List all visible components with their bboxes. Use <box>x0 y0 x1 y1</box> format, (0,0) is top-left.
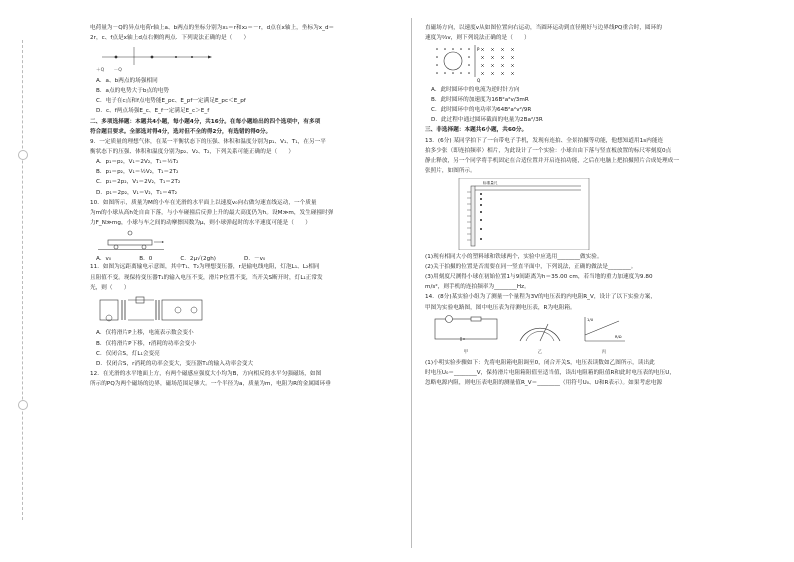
transmission-circuit-figure <box>96 294 396 326</box>
option-c: C．此时圆环中的电功率为64B²a²v²/9R <box>431 107 532 114</box>
option-b: B．0 <box>139 255 153 262</box>
label-q: Q <box>477 77 481 83</box>
question-text: 电荷量为－Q的异点电荷r轴上a、b两点的坐标分别为x₁＝r和x₂＝－r，d点在x轴上，坐标为x_d＝ <box>90 25 335 31</box>
question-text: 9．一定质量的理想气体，在某一平衡状态下的压强、体积和温度分别为p₁、V₁、T₁，在另一平 <box>90 138 326 145</box>
question-text: 直磁场方向，以速度v从如图位置向右运动，当圆环运动到直径刚好与边界线PQ重合时，圆环的 <box>425 25 662 31</box>
figure-label: 甲 <box>463 349 469 355</box>
question-text: 12．在光滑的水平地面上方，有两个磁感应强度大小均为B，方向相反的水平匀强磁场，如图 <box>90 371 322 378</box>
question-text: 光，则（ ） <box>90 284 130 291</box>
options-row <box>90 255 396 264</box>
left-column <box>90 24 396 390</box>
section-heading: 三、非选择题：本题共6小题，共60分。 <box>425 127 528 134</box>
meter-figure-yi <box>515 315 565 356</box>
figure-label: 标准量尺 <box>483 180 498 185</box>
option-d: D．－v₀ <box>244 255 266 262</box>
question-text: 14．(8分)某实验小组为了测量一个量程为3V的电压表的内电阻R_V，设计了以下实验方案， <box>425 294 656 301</box>
question-text: 衡状态下的压强、体积和温度分别为p₂、V₂、T₂，下列关系可能正确的是（ ） <box>90 149 295 156</box>
option-d: D．p₁＝2p₂，V₁＝V₂，T₁＝4T₂ <box>96 189 178 196</box>
question-text: 为m的小球从高h处自由下落，与小车碰撞后反弹上升的最大高度仍为h。设M≫m，发生碰撞时弹 <box>90 209 334 216</box>
option-d: D．此过程中通过圆环截面的电量为2Ba²/3R <box>431 117 543 124</box>
option-c: C．仅闭合S，灯L₁会变亮 <box>96 350 160 357</box>
option-d: D．c、f两点场强E_c、E_f一定满足E_c＞E_f <box>96 108 210 115</box>
figure-label: ＋Q －Q <box>96 67 122 73</box>
axis-figure <box>96 45 396 74</box>
column-divider <box>411 18 412 548</box>
question-text: 10．如图所示，质量为M的小车在光滑的水平面上以速度v₀向右做匀速直线运动，一个质量 <box>90 199 317 206</box>
right-column <box>425 24 735 389</box>
question-text: 2r，c、f点是x轴上d点右侧的两点．下列说法正确的是（ ） <box>90 35 250 42</box>
label-p: P <box>477 46 480 52</box>
option-a: A．v₀ <box>96 255 112 262</box>
binding-line <box>22 40 23 520</box>
option-c: C．2μ√(2gh) <box>180 255 217 262</box>
question-text: 所示的PQ为两个磁场的边界，磁场范围足够大。一个半径为a，质量为m，电阻为R的金属圆环垂 <box>90 381 331 388</box>
question-text: m/s²，则手机的连拍频率为________Hz。 <box>425 284 530 291</box>
option-a: A．此时圆环中的电流为逆时针方向 <box>431 86 520 93</box>
question-text: (3)用刻度尺测得小球在初始位置1与9间距离为h＝35.00 cm，若当地的重力加速度为9.80 <box>425 274 653 281</box>
option-b: B．此时圆环的加速度为16B²a²v/3mR <box>431 96 529 103</box>
binding-hole <box>18 400 28 410</box>
circuit-figure-jia <box>431 315 501 356</box>
figure-label: 乙 <box>537 349 543 355</box>
question-text: 忽略电源内阻，则电压表电阻的测量值R_V＝________（用符号U₀、U和R表示）。如果考虑电源 <box>425 380 663 387</box>
binding-hole <box>18 150 28 160</box>
question-text: 甲图为实验电路图，图中电压表为待测电压表，R为电阻箱。 <box>425 304 576 311</box>
figure-label: 丙 <box>601 349 607 355</box>
question-text: 拍多少张（即连拍频率）相片，为此设计了一个实验：小球自由下落与竖直板放置的标尺零刻度0点 <box>425 147 672 154</box>
question-text: (1)现有相同大小的塑料球和铁球两个，实验中应选用________做实验。 <box>425 253 603 260</box>
option-c: C．p₁＝2p₂，V₁＝2V₂，T₁＝2T₂ <box>96 179 181 186</box>
question-text: 13．(6分) 某同学拍下了一台带电子手机，发现有连拍、全景拍摄等功能，他想知道用1s内能连 <box>425 137 664 144</box>
option-d: D．仅闭合S，r消耗的功率会变大，变压器T₁的输入功率会变大 <box>96 360 254 367</box>
axis-label-x: R/Ω <box>615 335 622 340</box>
question-text: 且阻值不变。现保持变压器T₁的输入电压不变，滑片P位置不变，当开关S断开时，灯L₁正常发 <box>90 274 323 281</box>
question-text: 速度为⅔v，则下列说法正确的是（ ） <box>425 35 530 42</box>
magnetic-field-figure <box>431 45 735 83</box>
question-text: 力F_N≫mg，小球与车之间的动摩擦因数为μ，则小球弹起时的水平速度可能是（ ） <box>90 220 311 227</box>
ruler-photo-figure <box>431 178 735 250</box>
question-text: (1)小明实验步骤如下：先将电阻箱电阻调至0，闭合开关S，电压表读数如乙图所示，读出此 <box>425 359 655 366</box>
option-a: A．a、b两点的场强相同 <box>96 77 158 84</box>
option-a: A．p₁＝p₂，V₁＝2V₂，T₁＝½T₂ <box>96 159 179 166</box>
voltmeter-figures <box>431 315 735 356</box>
axis-label-y: 1/U <box>587 318 594 323</box>
section-heading: 符合题目要求。全部选对得4分，选对但不全的得2分，有选错的得0分。 <box>90 128 272 135</box>
option-b: B．仅将滑片P下移，r消耗的功率会变小 <box>96 340 196 347</box>
question-text: 静止释放，另一个同学将手机固定在合适位置并开启连拍功能，之后在电脑上把拍摄照片合成处理成一 <box>425 157 679 164</box>
option-c: C．电子在c点和f点电势能E_pc、E_pf一定满足E_pc＜E_pf <box>96 98 246 105</box>
question-text: 张照片，如图所示。 <box>425 168 476 175</box>
graph-figure-bing <box>579 315 629 356</box>
question-text: 11．如图为远距离输电示意图，其中T₁、T₂为理想变压器，r是输电线电阻，灯泡L₁、L₂相同 <box>90 264 320 271</box>
option-a: A．仅将滑片P上移，电流表示数会变小 <box>96 330 194 337</box>
question-text: (2)关于拍摄的位置是否需要在同一竖直平面中，下列说法，正确的做法是________。 <box>425 263 637 270</box>
section-heading: 二、多项选择题：本题共4小题，每小题4分，共16分。在每小题给出的四个选项中，有多项 <box>90 118 321 125</box>
option-b: B．a点的电势大于b点的电势 <box>96 88 170 95</box>
option-b: B．p₁＝p₂，V₁＝½V₂，T₁＝2T₂ <box>96 169 179 176</box>
question-text: 时电压U₀＝________V，保持滑片电阻箱阻值至适当值，读出电阻箱的阻值R和此时电压表的电压U， <box>425 370 675 377</box>
cart-figure <box>96 230 396 252</box>
